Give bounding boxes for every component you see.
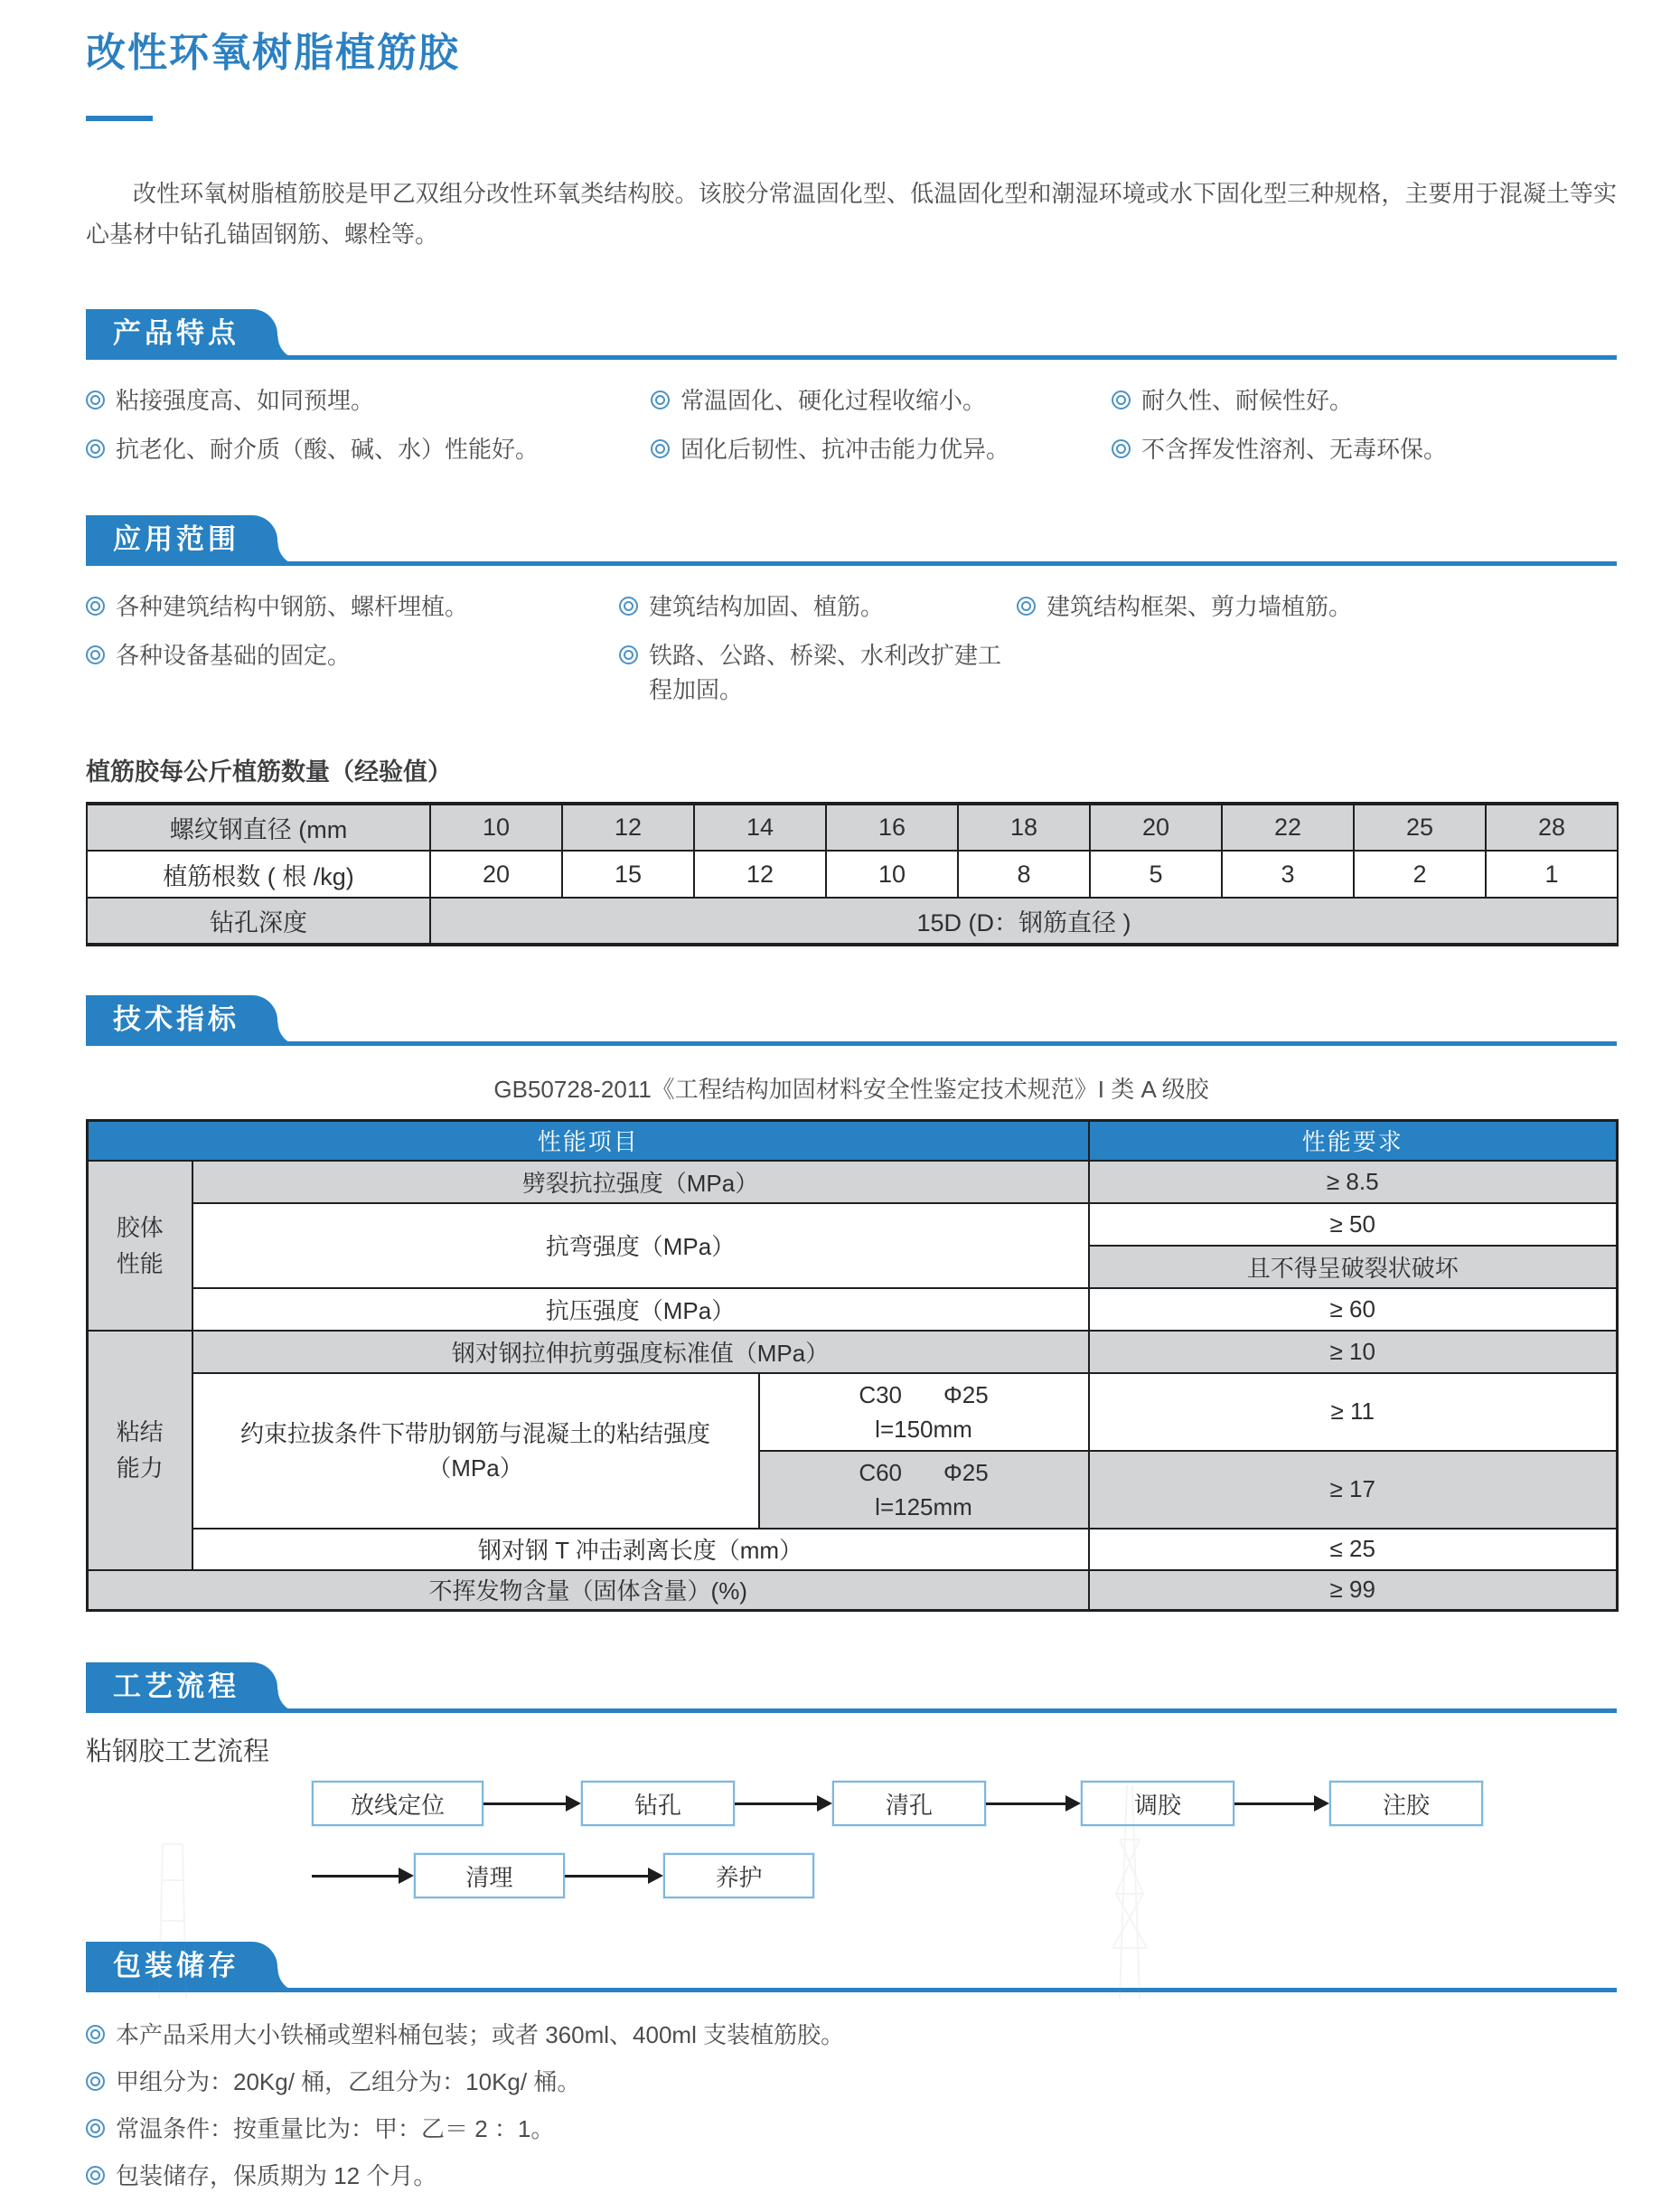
section-badge-features: 产品特点 bbox=[86, 309, 277, 360]
flow-step: 调胶 bbox=[1081, 1781, 1234, 1826]
requirement-cell: ≥ 60 bbox=[1089, 1288, 1618, 1331]
table-cell: 18 bbox=[958, 804, 1090, 851]
table-cell: 2 bbox=[1354, 851, 1486, 898]
table-row bbox=[88, 1203, 1618, 1246]
bullseye-icon bbox=[651, 391, 670, 409]
flow-step: 清理 bbox=[414, 1853, 565, 1898]
flow-step: 养护 bbox=[663, 1853, 814, 1898]
table-row bbox=[88, 1373, 1618, 1451]
application-text: 各种建筑结构中钢筋、螺杆埋植。 bbox=[116, 593, 469, 620]
arrow-right-icon bbox=[1234, 1795, 1329, 1812]
table-row bbox=[87, 898, 1618, 945]
row-header: 螺纹钢直径 (mm bbox=[87, 804, 430, 851]
list-item bbox=[86, 2018, 1617, 2052]
table-cell: 10 bbox=[826, 851, 958, 898]
property-cell: 抗弯强度（MPa） bbox=[192, 1203, 1089, 1288]
feature-text: 不含挥发性溶剂、无毒环保。 bbox=[1141, 436, 1448, 463]
table-row bbox=[88, 1288, 1618, 1331]
section-header-applications bbox=[86, 515, 1617, 566]
bullseye-icon bbox=[1112, 439, 1131, 458]
features-list bbox=[86, 383, 1617, 466]
bullseye-icon bbox=[86, 439, 105, 458]
table-cell: 16 bbox=[826, 804, 958, 851]
condition-cell: C60 Φ25 l=125mm bbox=[759, 1451, 1089, 1529]
table-cell: 12 bbox=[694, 851, 826, 898]
packaging-text: 甲组分为：20Kg/ 桶，乙组分为：10Kg/ 桶。 bbox=[116, 2068, 581, 2095]
bullseye-icon bbox=[86, 2072, 105, 2091]
property-cell: 劈裂抗拉强度（MPa） bbox=[192, 1161, 1089, 1203]
arrow-right-icon bbox=[735, 1795, 832, 1812]
bullseye-icon bbox=[619, 645, 638, 664]
property-cell: 钢对钢 T 冲击剥离长度（mm） bbox=[192, 1529, 1089, 1570]
bullseye-icon bbox=[86, 2166, 105, 2185]
section-badge-applications: 应用范围 bbox=[86, 515, 277, 566]
packaging-text: 本产品采用大小铁桶或塑料桶包装；或者 360ml、400ml 支装植筋胶。 bbox=[116, 2021, 845, 2048]
section-header-features bbox=[86, 309, 1617, 360]
requirement-cell: ≥ 50 bbox=[1089, 1203, 1618, 1246]
feature-text: 粘接强度高、如同预埋。 bbox=[116, 387, 375, 414]
table-cell: 15 bbox=[562, 851, 694, 898]
table-row bbox=[87, 804, 1618, 851]
bullseye-icon bbox=[86, 391, 105, 409]
section-divider bbox=[86, 1041, 1617, 1046]
list-item bbox=[86, 2112, 1617, 2146]
section-badge-tech: 技术指标 bbox=[86, 995, 277, 1046]
section-badge-process: 工艺流程 bbox=[86, 1662, 277, 1713]
bullseye-icon bbox=[619, 597, 638, 616]
table-cell: 12 bbox=[562, 804, 694, 851]
table-cell: 8 bbox=[958, 851, 1090, 898]
flow-step: 清孔 bbox=[832, 1781, 986, 1826]
table-cell: 10 bbox=[430, 804, 562, 851]
feature-text: 固化后韧性、抗冲击能力优异。 bbox=[680, 436, 1010, 463]
table-cell: 14 bbox=[694, 804, 826, 851]
requirement-cell: ≥ 11 bbox=[1089, 1373, 1618, 1451]
bullseye-icon bbox=[86, 2025, 105, 2044]
section-divider bbox=[86, 1988, 1617, 1992]
packaging-text: 常温条件：按重量比为：甲：乙＝ 2 ：1。 bbox=[116, 2115, 555, 2142]
section-header-tech bbox=[86, 995, 1617, 1046]
bullseye-icon bbox=[86, 2119, 105, 2138]
section-header-packaging bbox=[86, 1942, 1617, 1992]
row-header: 植筋根数 ( 根 /kg) bbox=[87, 851, 430, 898]
list-item bbox=[86, 2065, 1617, 2099]
table-cell: 20 bbox=[1090, 804, 1222, 851]
tech-standard-subtitle: GB50728-2011《工程结构加固材料安全性鉴定技术规范》I 类 A 级胶 bbox=[493, 1076, 1209, 1103]
list-item bbox=[86, 638, 619, 707]
flow-step: 注胶 bbox=[1329, 1781, 1483, 1826]
property-cell: 不挥发物含量（固体含量）(%) bbox=[88, 1570, 1089, 1611]
list-item bbox=[619, 589, 1017, 624]
property-cell: 钢对钢拉伸抗剪强度标准值（MPa） bbox=[192, 1331, 1089, 1373]
tech-spec-table bbox=[86, 1119, 1619, 1612]
requirement-cell: ≥ 99 bbox=[1089, 1570, 1618, 1611]
requirement-cell: ≥ 10 bbox=[1089, 1331, 1618, 1373]
section-divider bbox=[86, 1708, 1617, 1713]
feature-text: 抗老化、耐介质（酸、碱、水）性能好。 bbox=[116, 436, 540, 463]
table-cell: 20 bbox=[430, 851, 562, 898]
applications-list bbox=[86, 589, 1617, 707]
packaging-text: 包装储存，保质期为 12 个月。 bbox=[116, 2162, 437, 2189]
property-cell: 抗压强度（MPa） bbox=[192, 1288, 1089, 1331]
section-divider bbox=[86, 561, 1617, 566]
bullseye-icon bbox=[86, 597, 105, 616]
arrow-right-icon bbox=[483, 1795, 581, 1812]
page-title: 改性环氧树脂植筋胶 bbox=[86, 31, 460, 75]
group-header: 胶体性能 bbox=[88, 1161, 192, 1331]
process-flow-row-2 bbox=[86, 1853, 1617, 1898]
table-cell: 25 bbox=[1354, 804, 1486, 851]
rebar-count-table bbox=[86, 802, 1619, 946]
list-item-empty bbox=[1017, 638, 1617, 707]
table-cell: 22 bbox=[1222, 804, 1354, 851]
requirement-cell: ≥ 8.5 bbox=[1089, 1161, 1618, 1203]
table-header-row bbox=[88, 1121, 1618, 1161]
list-item bbox=[86, 432, 651, 466]
list-item bbox=[86, 383, 651, 418]
row-header: 钻孔深度 bbox=[87, 898, 430, 945]
table-row bbox=[88, 1529, 1618, 1570]
arrow-right-icon bbox=[565, 1868, 663, 1884]
rebar-table-caption: 植筋胶每公斤植筋数量（经验值） bbox=[86, 758, 452, 786]
section-divider bbox=[86, 355, 1617, 360]
requirement-cell: 且不得呈破裂状破坏 bbox=[1089, 1246, 1618, 1288]
column-header: 性能要求 bbox=[1089, 1121, 1618, 1161]
requirement-cell: ≥ 17 bbox=[1089, 1451, 1618, 1529]
feature-text: 常温固化、硬化过程收缩小。 bbox=[680, 387, 987, 414]
process-flow-row-1 bbox=[86, 1781, 1617, 1826]
application-text: 铁路、公路、桥梁、水利改扩建工程加固。 bbox=[649, 642, 1002, 703]
table-cell: 1 bbox=[1486, 851, 1618, 898]
table-cell: 15D (D：钢筋直径 ) bbox=[430, 898, 1618, 945]
flow-step: 放线定位 bbox=[312, 1781, 483, 1826]
application-text: 建筑结构加固、植筋。 bbox=[649, 593, 885, 620]
list-item bbox=[1112, 432, 1617, 466]
condition-cell: C30 Φ25 l=150mm bbox=[759, 1373, 1089, 1451]
bullseye-icon bbox=[86, 645, 105, 664]
arrow-right-icon bbox=[312, 1868, 414, 1884]
table-row bbox=[87, 851, 1618, 898]
arrow-right-icon bbox=[986, 1795, 1081, 1812]
feature-text: 耐久性、耐候性好。 bbox=[1141, 387, 1354, 414]
packaging-list bbox=[86, 2018, 1617, 2193]
table-cell: 3 bbox=[1222, 851, 1354, 898]
section-header-process bbox=[86, 1662, 1617, 1713]
table-row bbox=[88, 1570, 1618, 1611]
list-item bbox=[86, 2159, 1617, 2193]
table-cell: 28 bbox=[1486, 804, 1618, 851]
table-row bbox=[88, 1161, 1618, 1203]
application-text: 建筑结构框架、剪力墙植筋。 bbox=[1046, 593, 1353, 620]
bullseye-icon bbox=[651, 439, 670, 458]
property-cell: 约束拉拔条件下带肋钢筋与混凝土的粘结强度 （MPa） bbox=[192, 1373, 759, 1529]
group-header: 粘结能力 bbox=[88, 1331, 192, 1570]
process-flow-label: 粘钢胶工艺流程 bbox=[86, 1737, 270, 1766]
bullseye-icon bbox=[1017, 597, 1036, 616]
list-item bbox=[651, 383, 1112, 418]
table-cell: 5 bbox=[1090, 851, 1222, 898]
list-item bbox=[86, 589, 619, 624]
column-header: 性能项目 bbox=[88, 1121, 1089, 1161]
requirement-cell: ≤ 25 bbox=[1089, 1529, 1618, 1570]
section-badge-packaging: 包装储存 bbox=[86, 1942, 277, 1992]
intro-paragraph: 改性环氧树脂植筋胶是甲乙双组分改性环氧类结构胶。该胶分常温固化型、低温固化型和潮湿环境或水下固化型三种规格，主要用于混凝土等实心基材中钻孔锚固钢筋、螺栓等。 bbox=[86, 180, 1617, 248]
flow-step: 钻孔 bbox=[581, 1781, 735, 1826]
list-item bbox=[651, 432, 1112, 466]
title-underline bbox=[86, 116, 153, 121]
list-item bbox=[619, 638, 1017, 707]
bullseye-icon bbox=[1112, 391, 1131, 409]
list-item bbox=[1112, 383, 1617, 418]
application-text: 各种设备基础的固定。 bbox=[116, 642, 352, 669]
list-item bbox=[1017, 589, 1617, 624]
table-row bbox=[88, 1331, 1618, 1373]
